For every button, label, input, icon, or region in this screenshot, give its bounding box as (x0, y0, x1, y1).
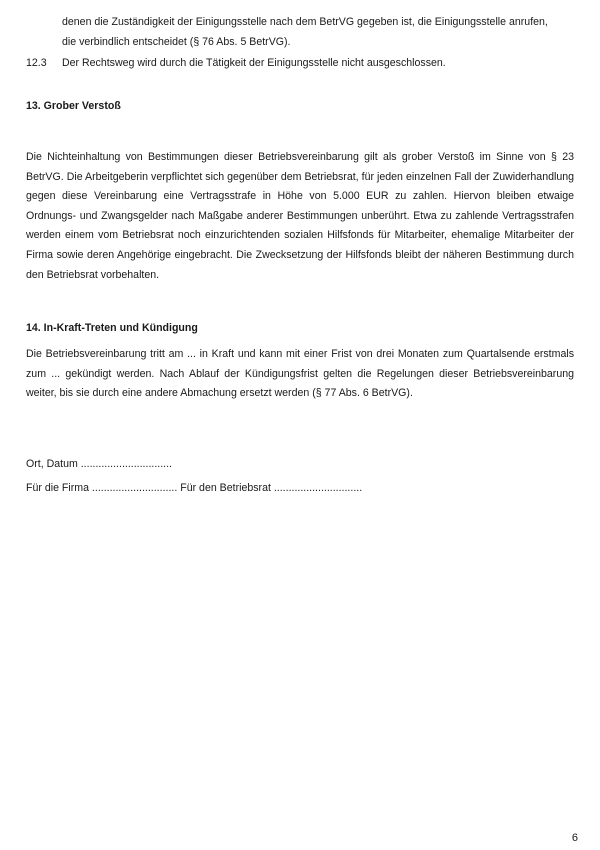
continuation-text: denen die Zuständigkeit der Einigungsstelle nach dem BetrVG gegeben ist, die Einigungsstelle anrufen, die verbindlich entscheidet (§ 76 Abs. 5 BetrVG). (62, 16, 548, 48)
item-12-3-text: Der Rechtsweg wird durch die Tätigkeit der Einigungsstelle nicht ausgeschlossen. (62, 57, 446, 69)
section-13-heading: 13. Grober Verstoß (26, 100, 121, 112)
section-13-paragraph: Die Nichteinhaltung von Bestimmungen dieser Betriebsvereinbarung gilt als grober Verstoß im Sinne von § 23 BetrVG. Die Arbeitgeberin verpflichtet sich gegenüber dem Betriebsrat, für jeden einzelnen Fall der Zuwiderhandlung gegen diese Vereinbarung eine Vertragsstrafe in Höhe von 5.000 EUR zu zahlen. Hiervon bleiben etwaige Ordnungs- und Zwangsgelder nach Maßgabe anderer Bestimmungen unberührt. Etwa zu zahlende Vertragsstrafen werden einem vom Betriebsrat noch einzurichtenden sozialen Hilfsfonds für Mitarbeiter, ehemalige Mitarbeiter der Firma sowie deren Angehörige eingebracht. Die Zwecksetzung der Hilfsfonds bleibt der näheren Bestimmung durch den Betriebsrat vorbehalten. (26, 151, 574, 281)
section-14-heading: 14. In-Kraft-Treten und Kündigung (26, 322, 198, 334)
item-12-3 (26, 53, 574, 73)
page-number: 6 (571, 832, 578, 844)
signature-line: Für die Firma ............................. Für den Betriebsrat .............................. (26, 482, 363, 494)
place-date-line: Ort, Datum ............................... (26, 458, 172, 470)
item-12-3-number: 12.3 (26, 57, 47, 69)
section-14-paragraph: Die Betriebsvereinbarung tritt am ... in Kraft und kann mit einer Frist von drei Monaten zum Quartalsende erstmals zum ... gekündigt werden. Nach Ablauf der Kündigungsfrist gelten die Regelungen dieser Betriebsvereinbarung weiter, bis sie durch eine andere Abmachung ersetzt werden (§ 77 Abs. 6 BetrVG). (26, 348, 574, 400)
